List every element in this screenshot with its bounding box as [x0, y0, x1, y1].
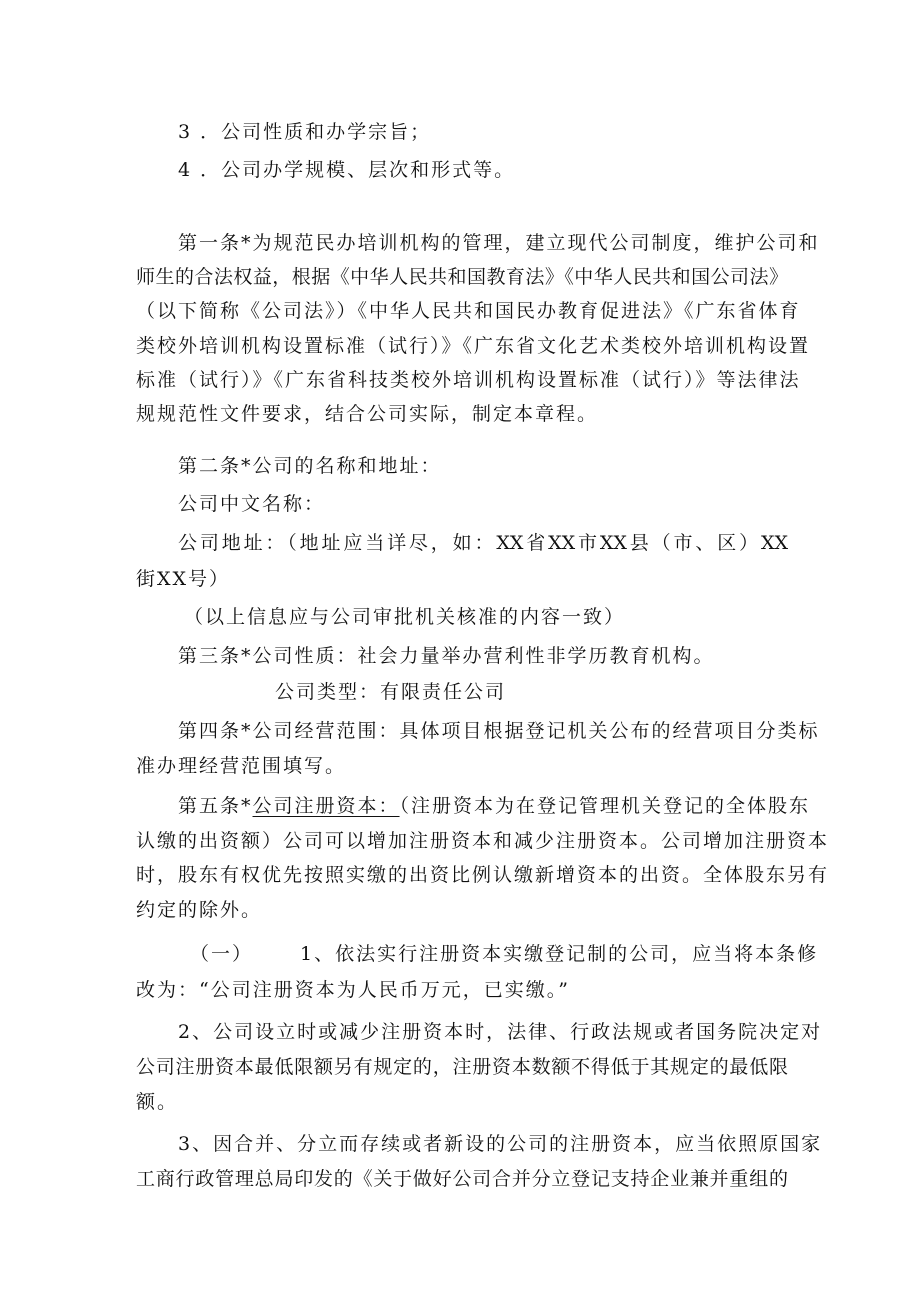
- company-address-line-2: 街XX号）: [136, 568, 231, 590]
- article-1-line-2: 师生的合法权益，根据《中华人民共和国教育法》《中华人民共和国公司法》: [136, 266, 788, 288]
- approval-note: （以上信息应与公司审批机关核准的内容一致）: [184, 606, 626, 628]
- paragraph-1-line-2: 改为：“公司注册资本为人民币万元，已实缴。”: [136, 979, 570, 1001]
- article-2-heading: 第二条*公司的名称和地址：: [178, 455, 442, 477]
- company-address-line-1: 公司地址：（地址应当详尽，如：XX省XX市XX县（市、区）XX: [178, 532, 788, 554]
- article-5-line-3: 时，股东有权优先按照实缴的出资比例认缴新增资本的出资。全体股东另有: [136, 864, 830, 886]
- company-type: 公司类型：有限责任公司: [275, 681, 507, 703]
- article-5-line-4: 约定的除外。: [136, 899, 263, 921]
- article-5-line-1: [178, 793, 811, 819]
- paragraph-1-line-1: 1、依法实行注册资本实缴登记制的公司，应当将本条修: [300, 943, 819, 965]
- list-item-4: 4 ．公司办学规模、层次和形式等。: [178, 159, 516, 181]
- paragraph-2-line-2: 公司注册资本最低限额另有规定的，注册资本数额不得低于其规定的最低限: [136, 1056, 788, 1078]
- article-4-line-1: 第四条*公司经营范围：具体项目根据登记机关公布的经营项目分类标: [178, 720, 820, 742]
- article-1-line-4: 类校外培训机构设置标准（试行）》《广东省文化艺术类校外培训机构设置: [136, 335, 811, 357]
- article-5-prefix: 第五条*: [178, 795, 253, 817]
- company-name-label: 公司中文名称：: [178, 493, 326, 515]
- article-1-line-6: 规规范性文件要求，结合公司实际，制定本章程。: [136, 403, 599, 425]
- registered-capital-label: 公司注册资本：: [252, 795, 400, 817]
- paragraph-3-line-2: 工商行政管理总局印发的《关于做好公司合并分立登记支持企业兼并重组的: [136, 1168, 788, 1190]
- paragraph-2-line-3: 额。: [136, 1091, 179, 1113]
- list-item-3: 3 ．公司性质和办学宗旨；: [178, 121, 432, 143]
- article-4-line-2: 准办理经营范围填写。: [136, 755, 347, 777]
- article-5-line-1-rest: （注册资本为在登记管理机关登记的全体股东: [399, 795, 811, 817]
- article-1-line-3: （以下简称《公司法》）《中华人民共和国民办教育促进法》《广东省体育: [136, 300, 801, 322]
- article-1-line-1: 第一条*为规范民办培训机构的管理，建立现代公司制度，维护公司和: [178, 232, 820, 254]
- article-3-heading: 第三条*公司性质：社会力量举办营利性非学历教育机构。: [178, 645, 715, 667]
- paragraph-2-line-1: 2、公司设立时或减少注册资本时，法律、行政法规或者国务院决定对: [178, 1021, 823, 1043]
- article-5-line-2: 认缴的出资额）公司可以增加注册资本和减少注册资本。公司增加注册资本: [136, 830, 830, 852]
- article-1-line-5: 标准（试行）》《广东省科技类校外培训机构设置标准（试行）》等法律法: [136, 369, 801, 391]
- paragraph-3-line-1: 3、因合并、分立而存续或者新设的公司的注册资本，应当依照原国家: [178, 1133, 823, 1155]
- paragraph-1-label: （一）: [190, 943, 254, 965]
